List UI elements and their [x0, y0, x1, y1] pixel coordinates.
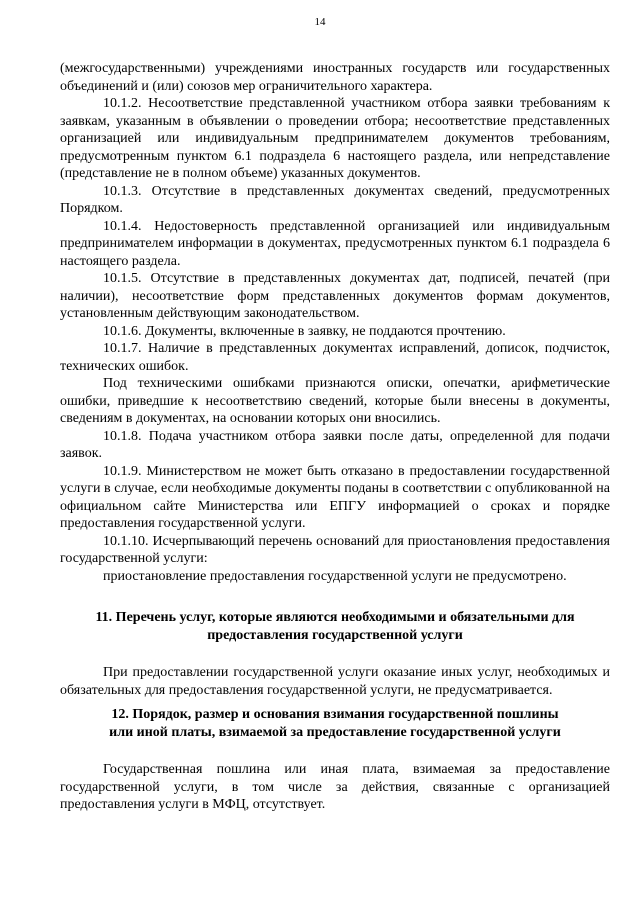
paragraph-10-1-2: 10.1.2. Несоответствие представленной участником отбора заявки требованиям к заявкам, указанным в объявлении о проведении отбора; несоответствие представленных организацией или индивидуальным предпринимателем документов требованиям, предусмотренным пунктом 6.1 подраздела 6 настоящего раздела, или непредставление (представление не в полном объеме) указанных документов.	[60, 96, 610, 181]
paragraph-10-1-10: 10.1.10. Исчерпывающий перечень оснований для приостановления предоставления государственной услуги:	[60, 533, 610, 566]
section-11-body: При предоставлении государственной услуги оказание иных услуг, необходимых и обязательных для предоставления государственной услуги, не предусматривается.	[60, 665, 610, 698]
section-12-body: Государственная пошлина или иная плата, взимаемая за предоставление государственной услуги, в том числе за действия, связанные с организацией предоставления услуги в МФЦ, отсутствует.	[60, 762, 610, 812]
paragraph-technical-errors: Под техническими ошибками признаются описки, опечатки, арифметические ошибки, приведшие к несоответствию сведений, которые были внесены в документы, сведениям в документах, на основании которых они вносились.	[60, 376, 610, 426]
paragraph-suspension: приостановление предоставления государственной услуги не предусмотрено.	[103, 568, 567, 584]
paragraph-10-1-8: 10.1.8. Подача участником отбора заявки после даты, определенной для подачи заявок.	[60, 428, 610, 461]
paragraph-10-1-5: 10.1.5. Отсутствие в представленных документах дат, подписей, печатей (при наличии), несоответствие форм представленных документов формам документов, установленным действующим законодательством.	[60, 271, 610, 321]
paragraph-10-1-6: 10.1.6. Документы, включенные в заявку, не поддаются прочтению.	[103, 323, 506, 339]
section-11-heading: 11. Перечень услуг, которые являются необходимыми и обязательными для предоставления государственной услуги	[95, 610, 575, 643]
paragraph-10-1-9: 10.1.9. Министерством не может быть отказано в предоставлении государственной услуги в случае, если необходимые документы поданы в соответствии с опубликованной на официальном сайте Министерства или ЕПГУ информацией о сроках и порядке предоставления государственной услуги.	[60, 463, 610, 531]
spacer	[60, 644, 610, 664]
section-12-heading-line2: или иной платы, взимаемой за предоставление государственной услуги	[109, 724, 561, 740]
paragraph-10-1-4: 10.1.4. Недостоверность представленной организацией или индивидуальным предпринимателем информации в документах, предусмотренных пунктом 6.1 подраздела 6 настоящего раздела.	[60, 218, 610, 269]
spacer	[60, 699, 610, 706]
paragraph-10-1-3: 10.1.3. Отсутствие в представленных документах сведений, предусмотренных Порядком.	[60, 183, 610, 216]
spacer	[60, 585, 610, 609]
paragraph-10-1-7: 10.1.7. Наличие в представленных документах исправлений, дописок, подчисток, технических ошибок.	[60, 341, 610, 374]
page-content	[60, 60, 610, 814]
section-12-heading	[60, 706, 610, 741]
section-12-heading-line1: 12. Порядок, размер и основания взимания государственной пошлины	[111, 707, 559, 722]
page-number: 14	[314, 16, 326, 28]
paragraph-continuation: (межгосударственными) учреждениями иностранных государств или государственных объединений и (или) союзов мер ограничительного характера.	[60, 61, 610, 94]
spacer	[60, 741, 610, 761]
